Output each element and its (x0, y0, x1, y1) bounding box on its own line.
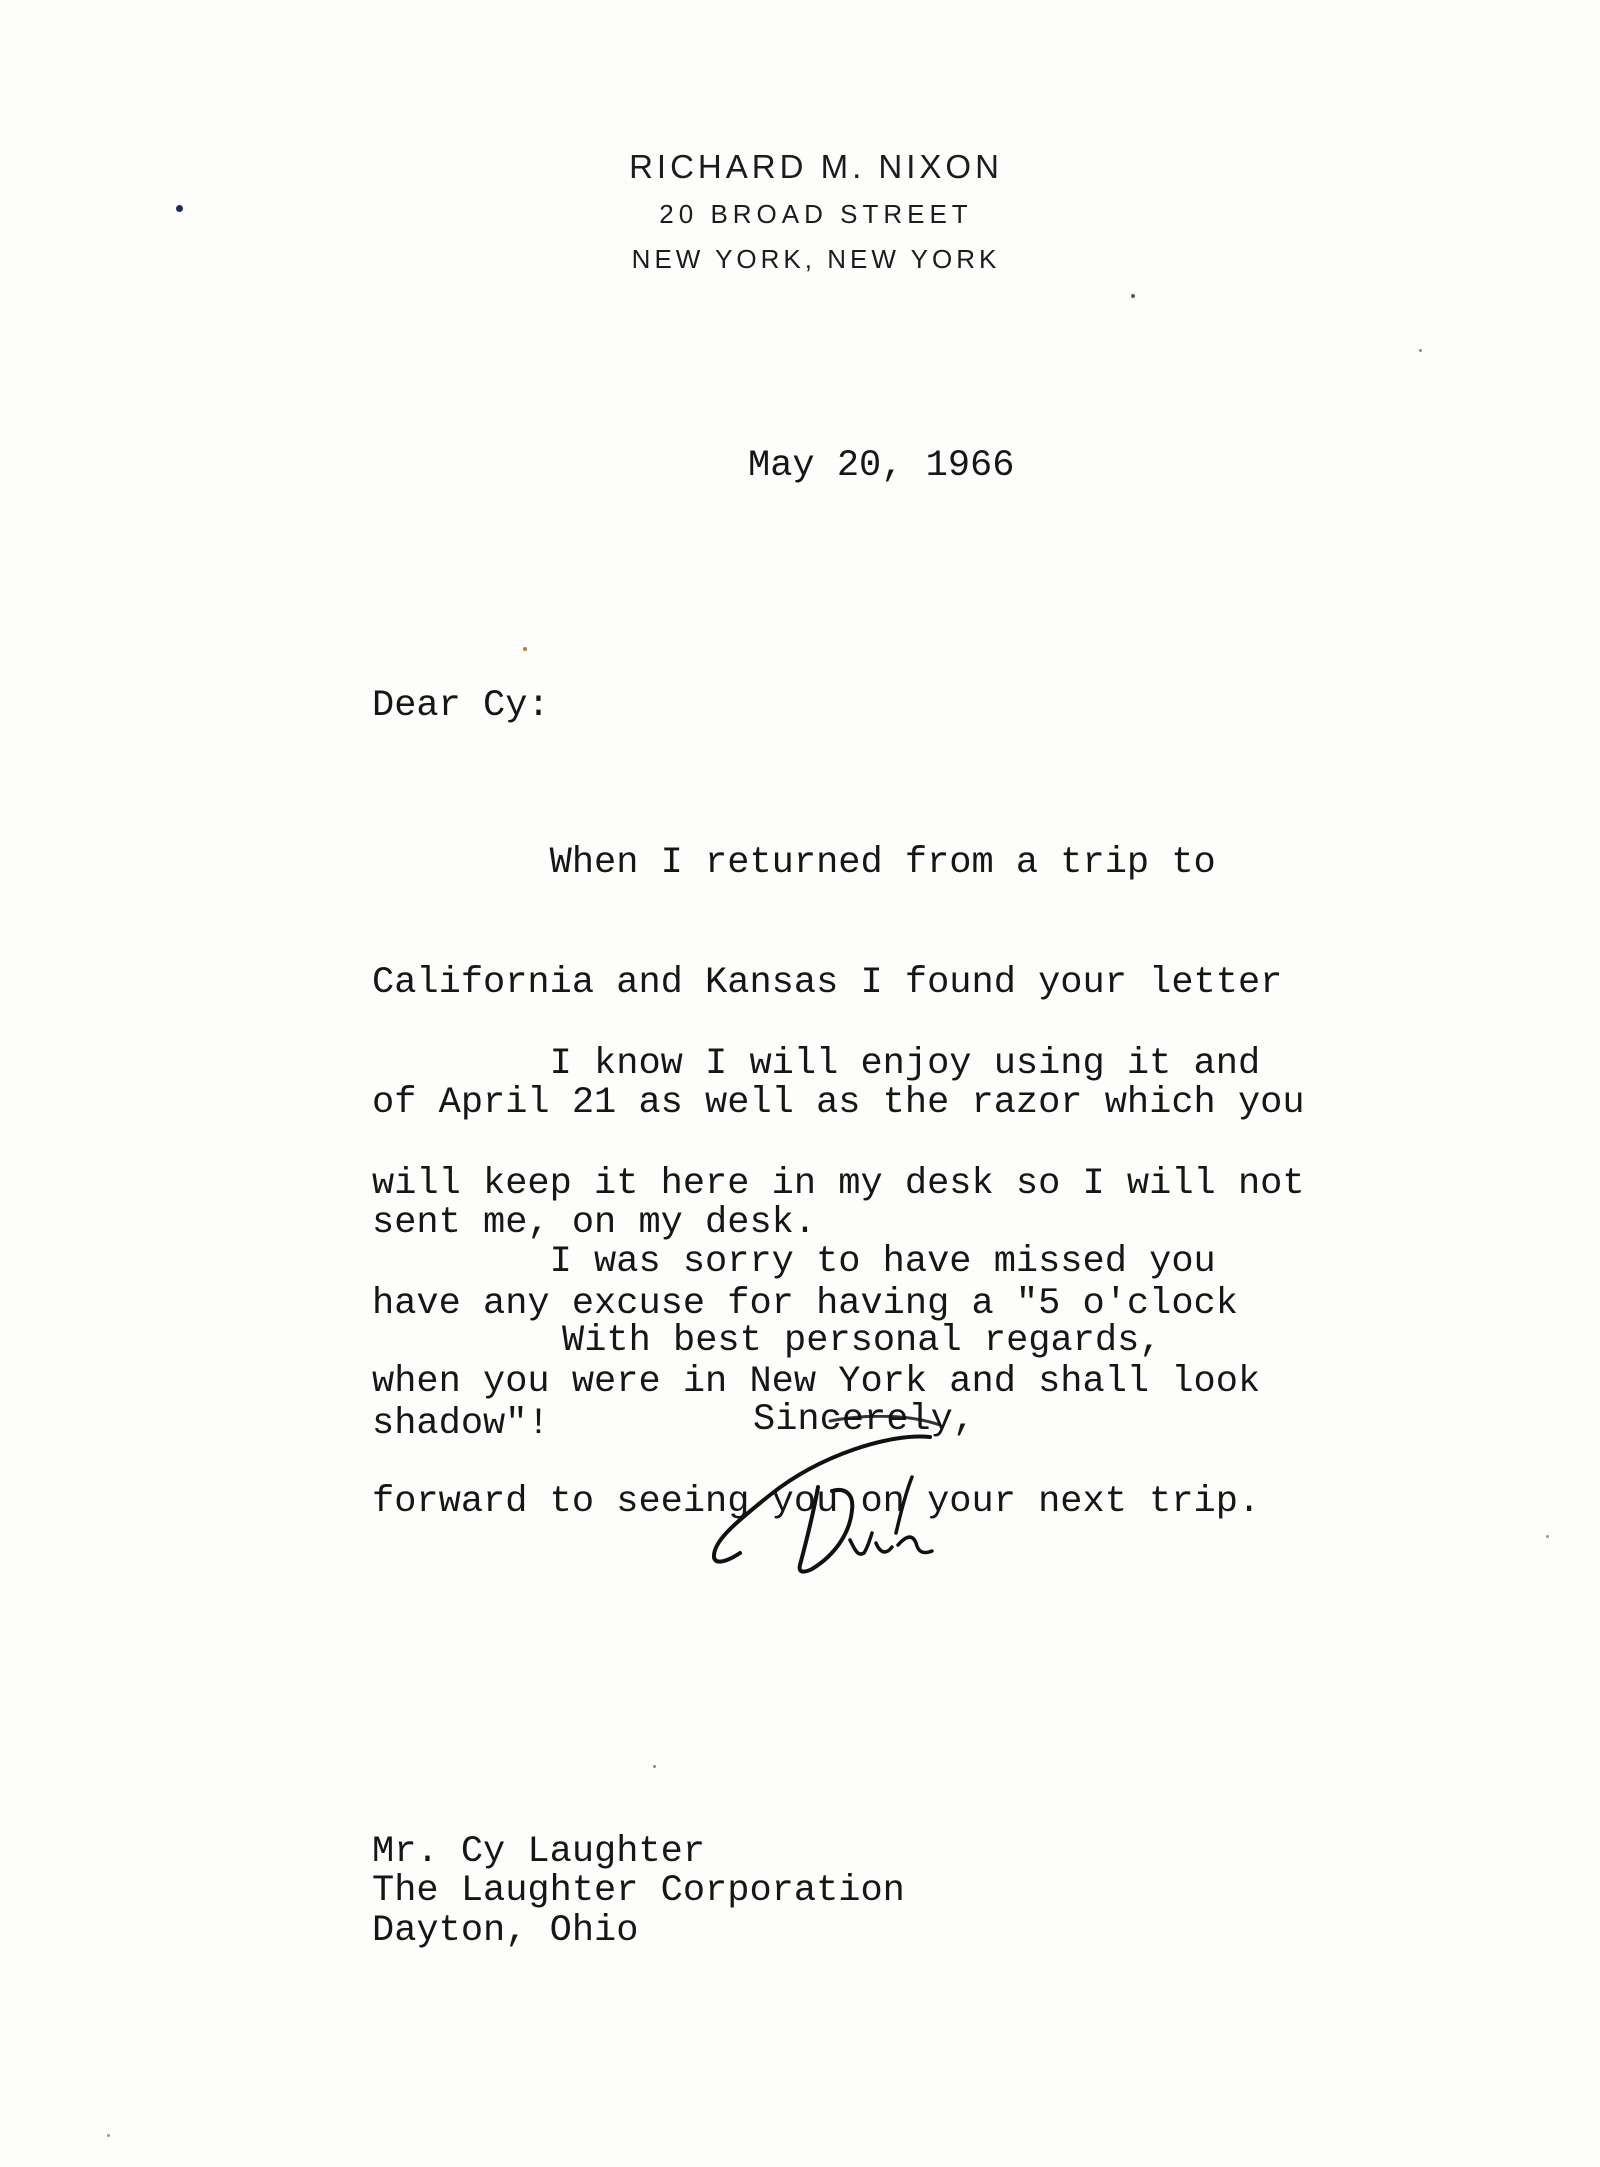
handwritten-signature (700, 1415, 970, 1590)
paragraph-line: of April 21 as well as the razor which you (372, 1082, 1305, 1124)
ink-speck (1419, 349, 1422, 352)
paragraph-line: have any excuse for having a "5 o'clock (372, 1283, 1238, 1325)
recipient-location: Dayton, Ohio (372, 1910, 639, 1952)
ink-speck (107, 2134, 110, 2137)
paragraph-line: When I returned from a trip to (372, 842, 1216, 884)
letter-date: May 20, 1966 (748, 445, 1015, 487)
letterhead-city: NEW YORK, NEW YORK (631, 244, 1001, 274)
paragraph-line: I know I will enjoy using it and (372, 1043, 1261, 1085)
recipient-name: Mr. Cy Laughter (372, 1831, 706, 1873)
ink-speck (1546, 1535, 1549, 1538)
ink-speck (653, 1765, 656, 1768)
letterhead-name: RICHARD M. NIXON (629, 148, 1003, 185)
paragraph-line: shadow"! (372, 1403, 550, 1445)
closing-line: With best personal regards, (562, 1320, 1162, 1362)
paragraph-line: forward to seeing you on your next trip. (372, 1481, 1261, 1523)
paragraph-line: when you were in New York and shall look (372, 1361, 1261, 1403)
paragraph-line: sent me, on my desk. (372, 1202, 817, 1244)
paragraph-line: will keep it here in my desk so I will not (372, 1163, 1305, 1205)
ink-speck (1131, 294, 1135, 298)
letterhead-street: 20 BROAD STREET (659, 199, 973, 229)
ink-speck (523, 647, 527, 651)
paragraph-line: California and Kansas I found your letter (372, 962, 1283, 1004)
ink-speck (176, 205, 183, 212)
salutation: Dear Cy: (372, 685, 550, 727)
paragraph-line: I was sorry to have missed you (372, 1241, 1216, 1283)
recipient-company: The Laughter Corporation (372, 1870, 905, 1912)
sign-off: Sincerely, (753, 1399, 976, 1441)
